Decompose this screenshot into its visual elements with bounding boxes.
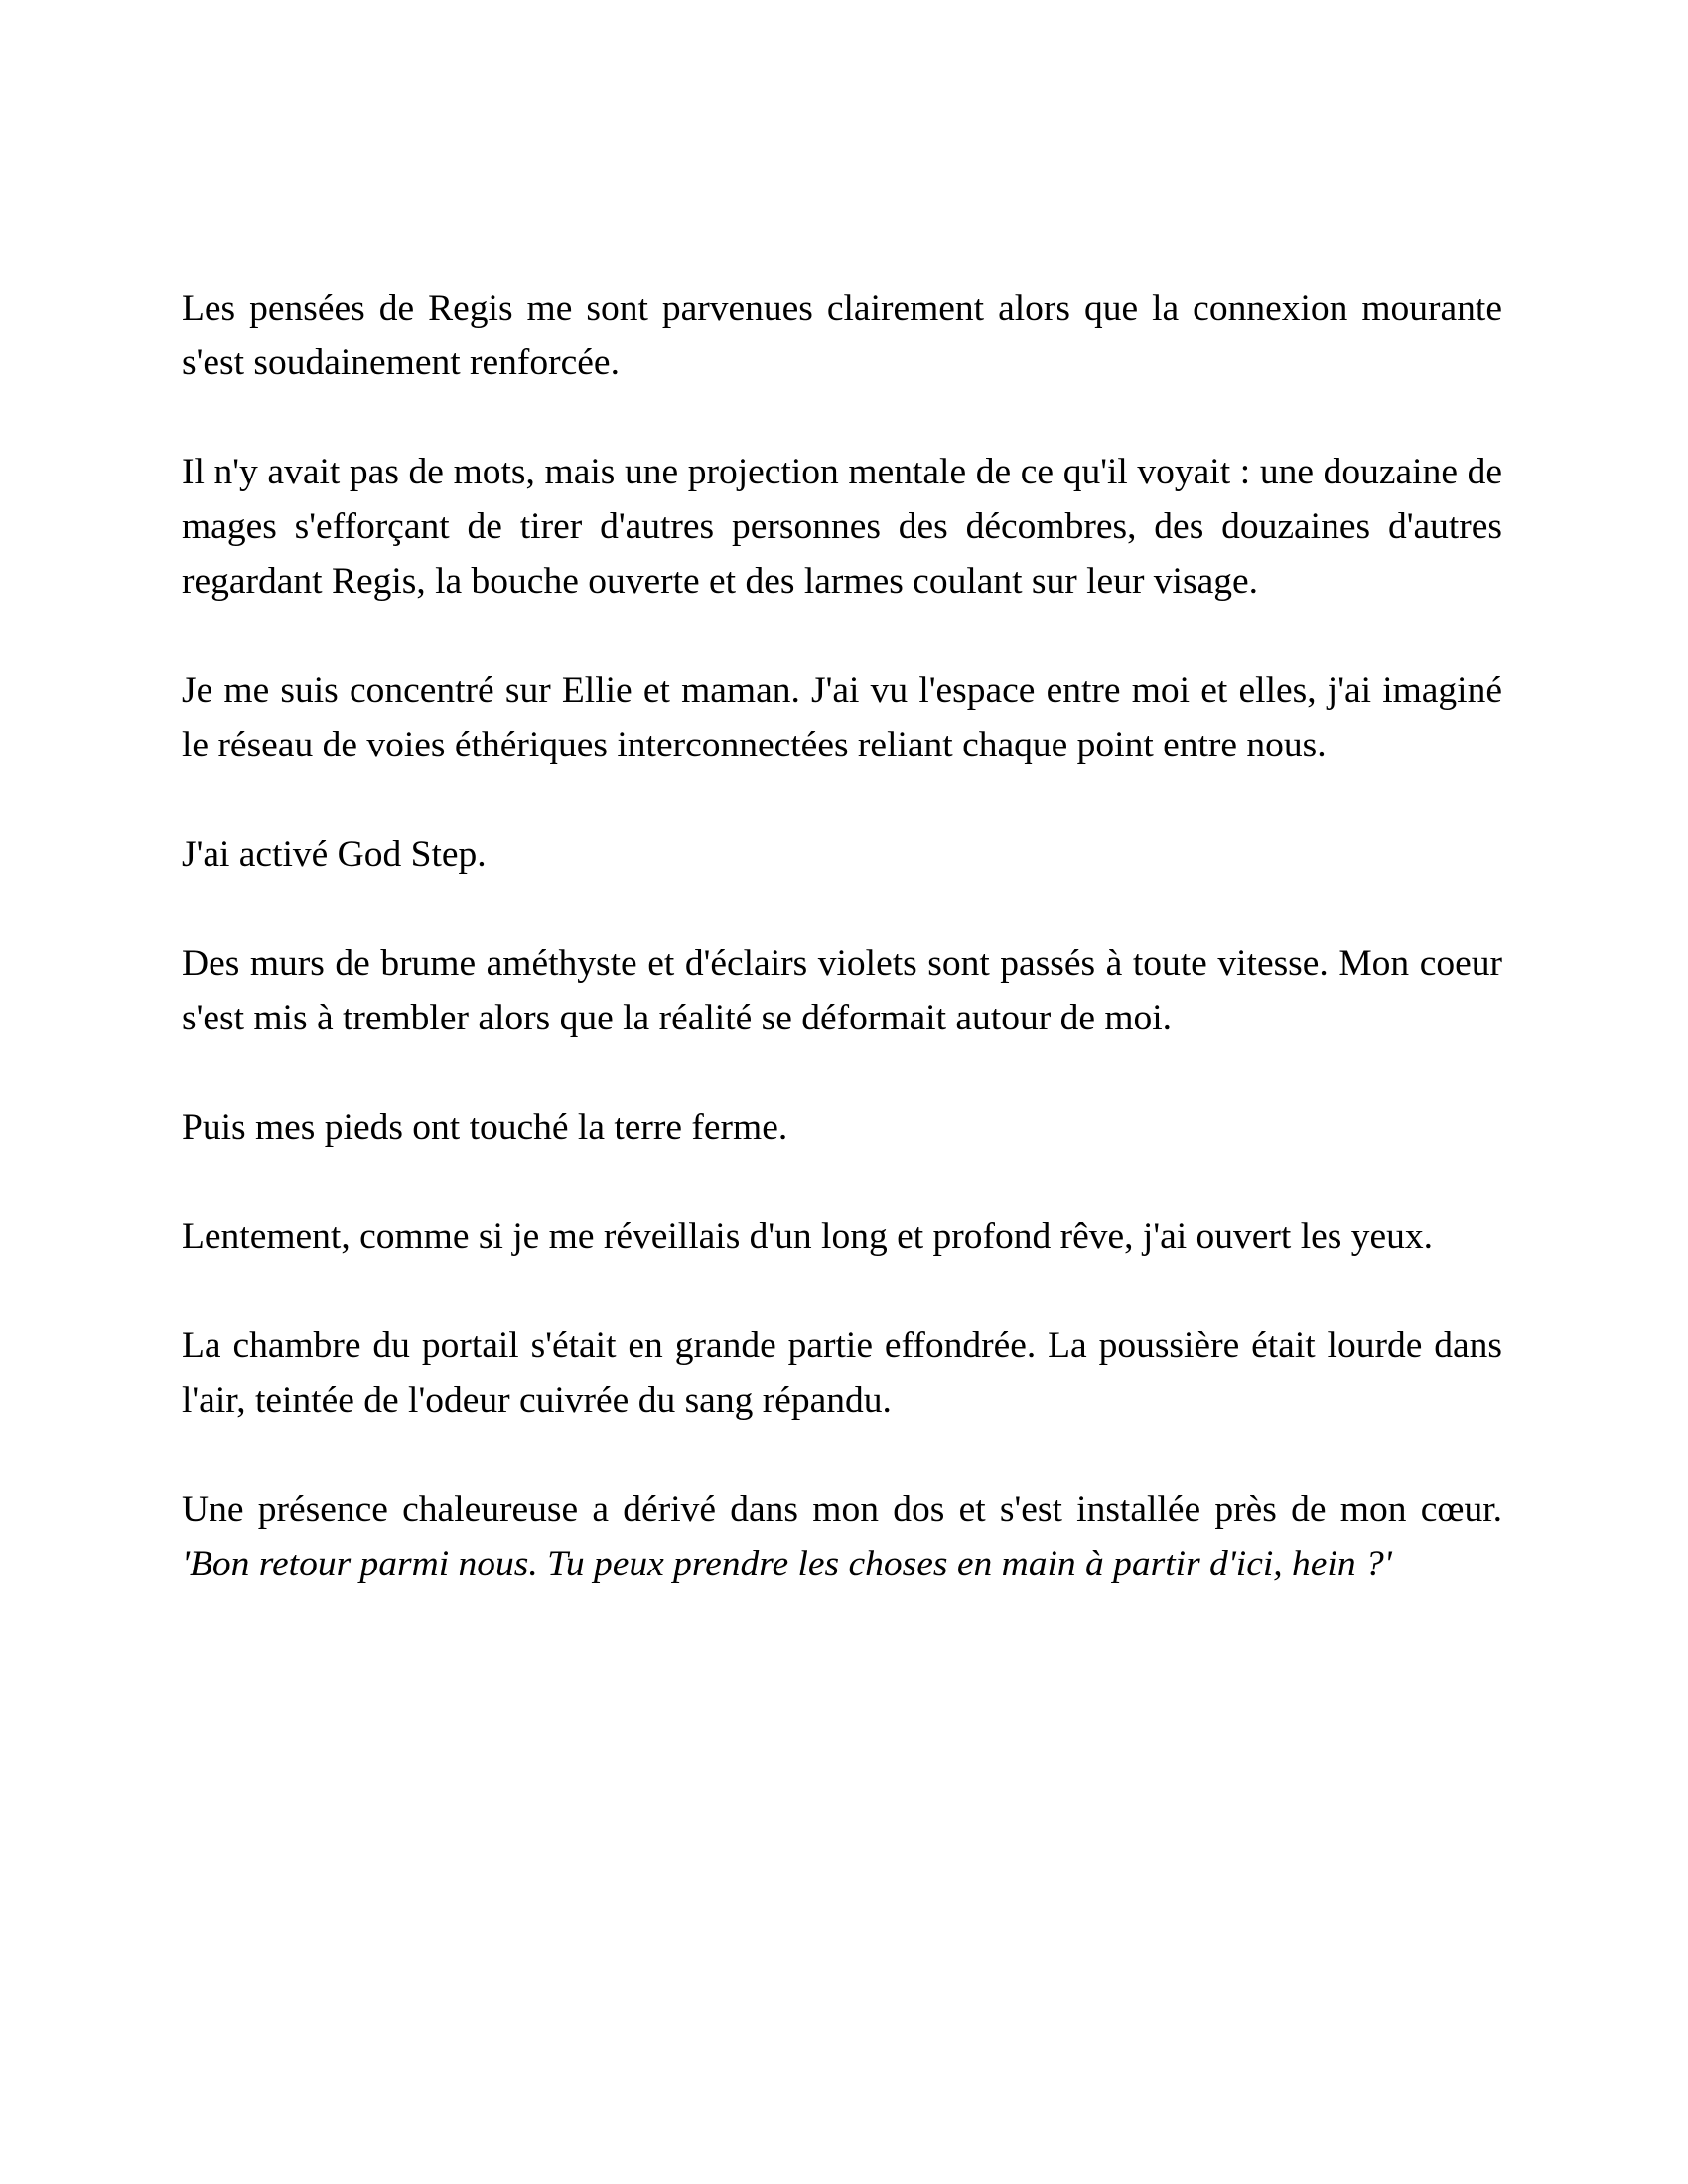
paragraph-7: Lentement, comme si je me réveillais d'un long et profond rêve, j'ai ouvert les yeux. xyxy=(182,1216,1434,1257)
paragraph-2: Il n'y avait pas de mots, mais une projection mentale de ce qu'il voyait : une douzaine de mages s'efforçant de tirer d'autres personnes des décombres, des douzaines d'autres regardant Regis, la bouche ouverte et des larmes coulant sur leur visage. xyxy=(182,452,1502,602)
paragraph-3: Je me suis concentré sur Ellie et maman. J'ai vu l'espace entre moi et elles, j'ai imaginé le réseau de voies éthériques interconnectées reliant chaque point entre nous. xyxy=(182,670,1502,765)
paragraph-8: La chambre du portail s'était en grande partie effondrée. La poussière était lourde dans l'air, teintée de l'odeur cuivrée du sang répandu. xyxy=(182,1325,1502,1421)
paragraph-9-text: Une présence chaleureuse a dérivé dans mon dos et s'est installée près de mon cœur. xyxy=(182,1489,1502,1530)
paragraph-9-italic-dialogue: 'Bon retour parmi nous. Tu peux prendre les choses en main à partir d'ici, hein ?' xyxy=(182,1544,1392,1584)
paragraph-6: Puis mes pieds ont touché la terre ferme. xyxy=(182,1107,788,1148)
document-page xyxy=(182,281,1502,1646)
paragraph-1: Les pensées de Regis me sont parvenues clairement alors que la connexion mourante s'est soudainement renforcée. xyxy=(182,288,1502,383)
paragraph-9 xyxy=(182,1482,1502,1591)
paragraph-5: Des murs de brume améthyste et d'éclairs violets sont passés à toute vitesse. Mon coeur s'est mis à trembler alors que la réalité se déformait autour de moi. xyxy=(182,943,1502,1038)
paragraph-4: J'ai activé God Step. xyxy=(182,834,487,875)
